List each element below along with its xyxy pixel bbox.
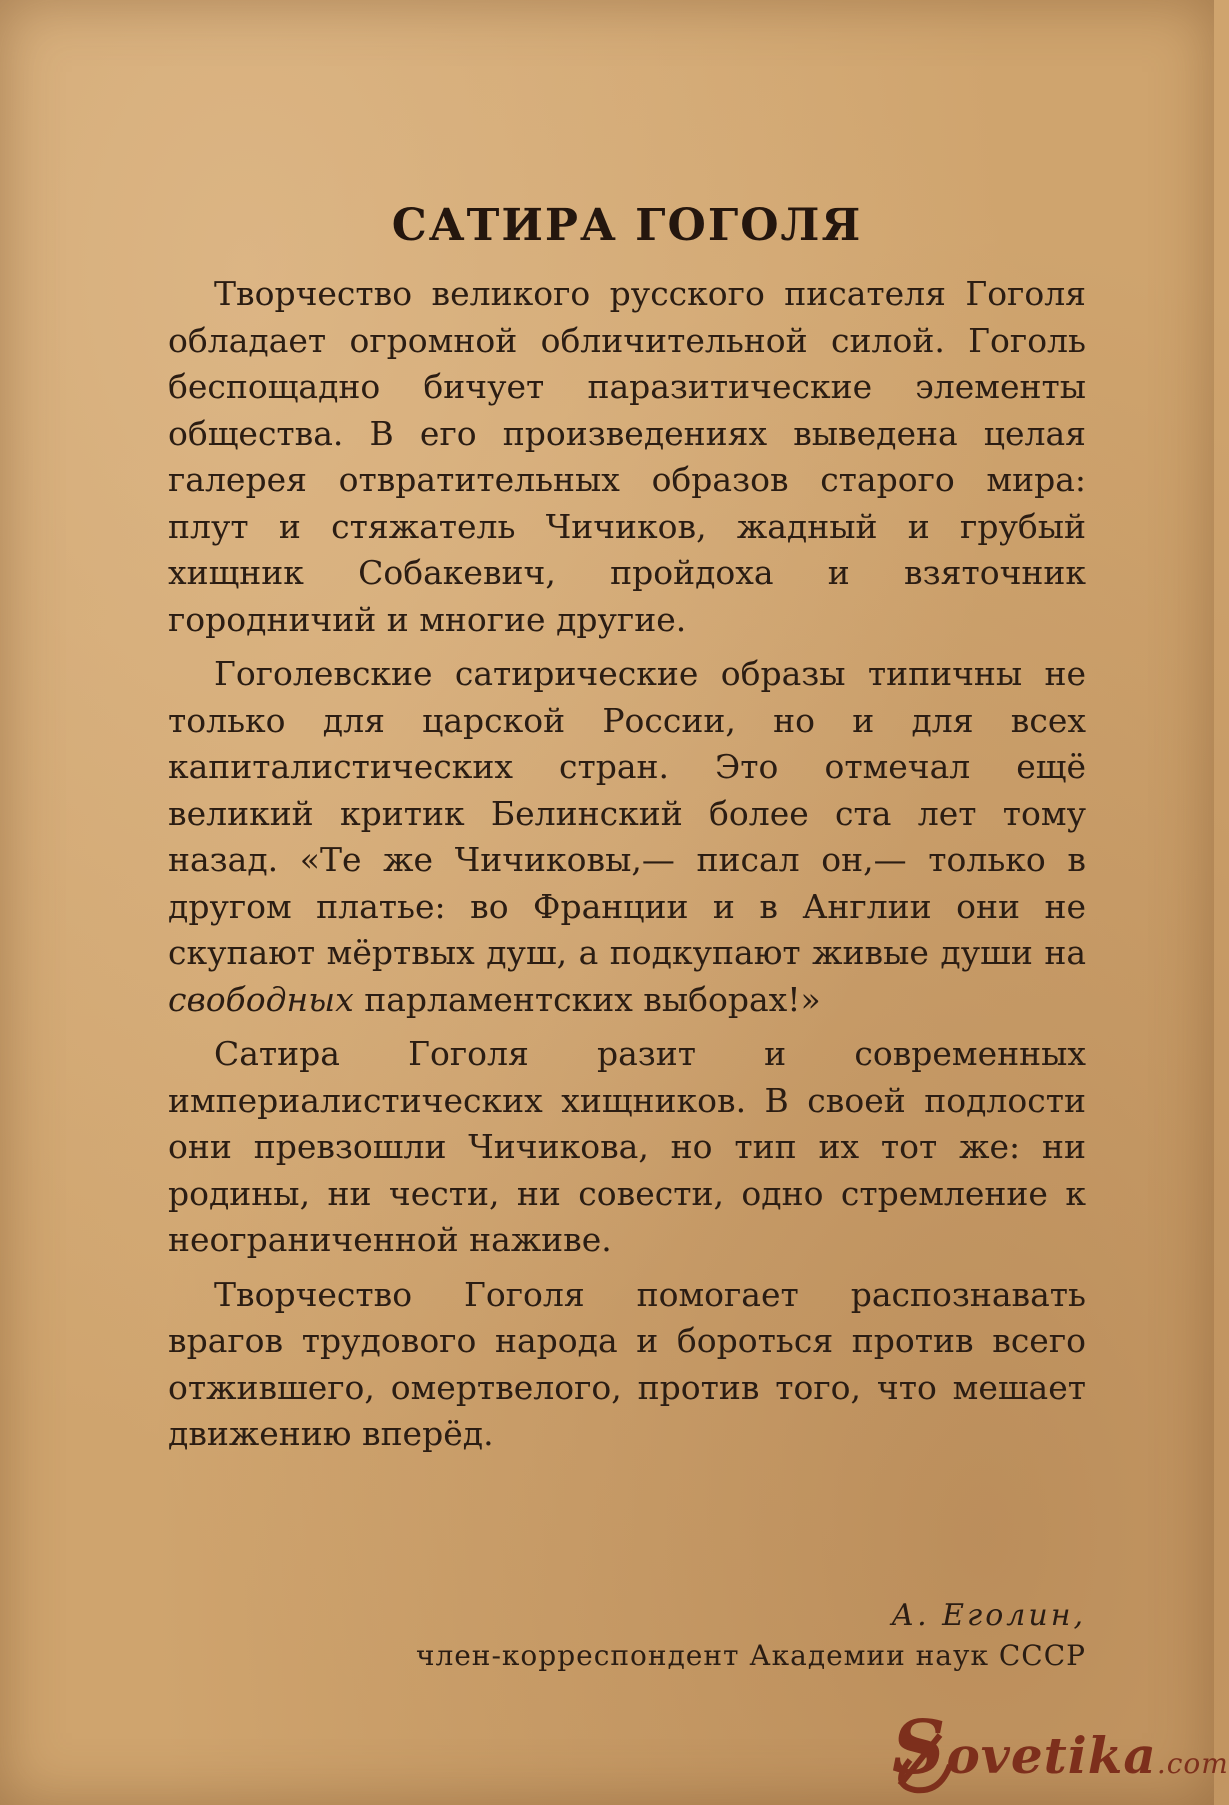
quote-end: парламентских выборах!» xyxy=(364,979,821,1019)
signature xyxy=(168,1598,1086,1672)
paragraph-4: Творчество Гоголя помогает распознавать врагов трудового народа и бороться против всего отжившего, омертвелого, против того, что мешает движению вперёд. xyxy=(168,1274,1086,1453)
author-position: член-корреспондент Академии наук СССР xyxy=(415,1639,1086,1672)
watermark-domain: .com xyxy=(1156,1747,1229,1780)
watermark-first-letter: S xyxy=(892,1705,947,1791)
article xyxy=(168,200,1086,1466)
paragraph-2-text: Гоголевские сатирические образы типичны не только для царской России, но и для всех капиталистических стран. Это отмечал ещё великий критик Белинский более ста лет тому назад. «Те же Чичиковы,— писал он,— только в другом платье: во Франции и в Англии они не скупают мёртвых душ, а подкупают живые души на xyxy=(168,654,1086,972)
quote-italic-word: свободных xyxy=(168,979,354,1019)
watermark-logo xyxy=(870,1665,1229,1795)
watermark-rest: ovetika xyxy=(946,1726,1157,1785)
watermark-text xyxy=(892,1705,1229,1791)
paragraph-2 xyxy=(168,651,1086,1023)
article-title: САТИРА ГОГОЛЯ xyxy=(391,200,863,251)
author-name: А. Еголин, xyxy=(891,1598,1086,1633)
paragraph-3: Сатира Гоголя разит и современных империалистических хищников. В своей подлости они превзошли Чичикова, но тип их тот же: ни родины, ни чести, ни совести, одно стремление к неограниченной наживе. xyxy=(168,1034,1086,1259)
paragraph-1: Творчество великого русского писателя Гоголя обладает огромной обличительной силой. Гоголь беспощадно бичует паразитические элементы общества. В его произведениях выведена целая галерея отвратительных образов старого мира: плут и стяжатель Чичиков, жадный и грубый хищник Собакевич, пройдоха и взяточник городничий и многие другие. xyxy=(168,274,1086,639)
